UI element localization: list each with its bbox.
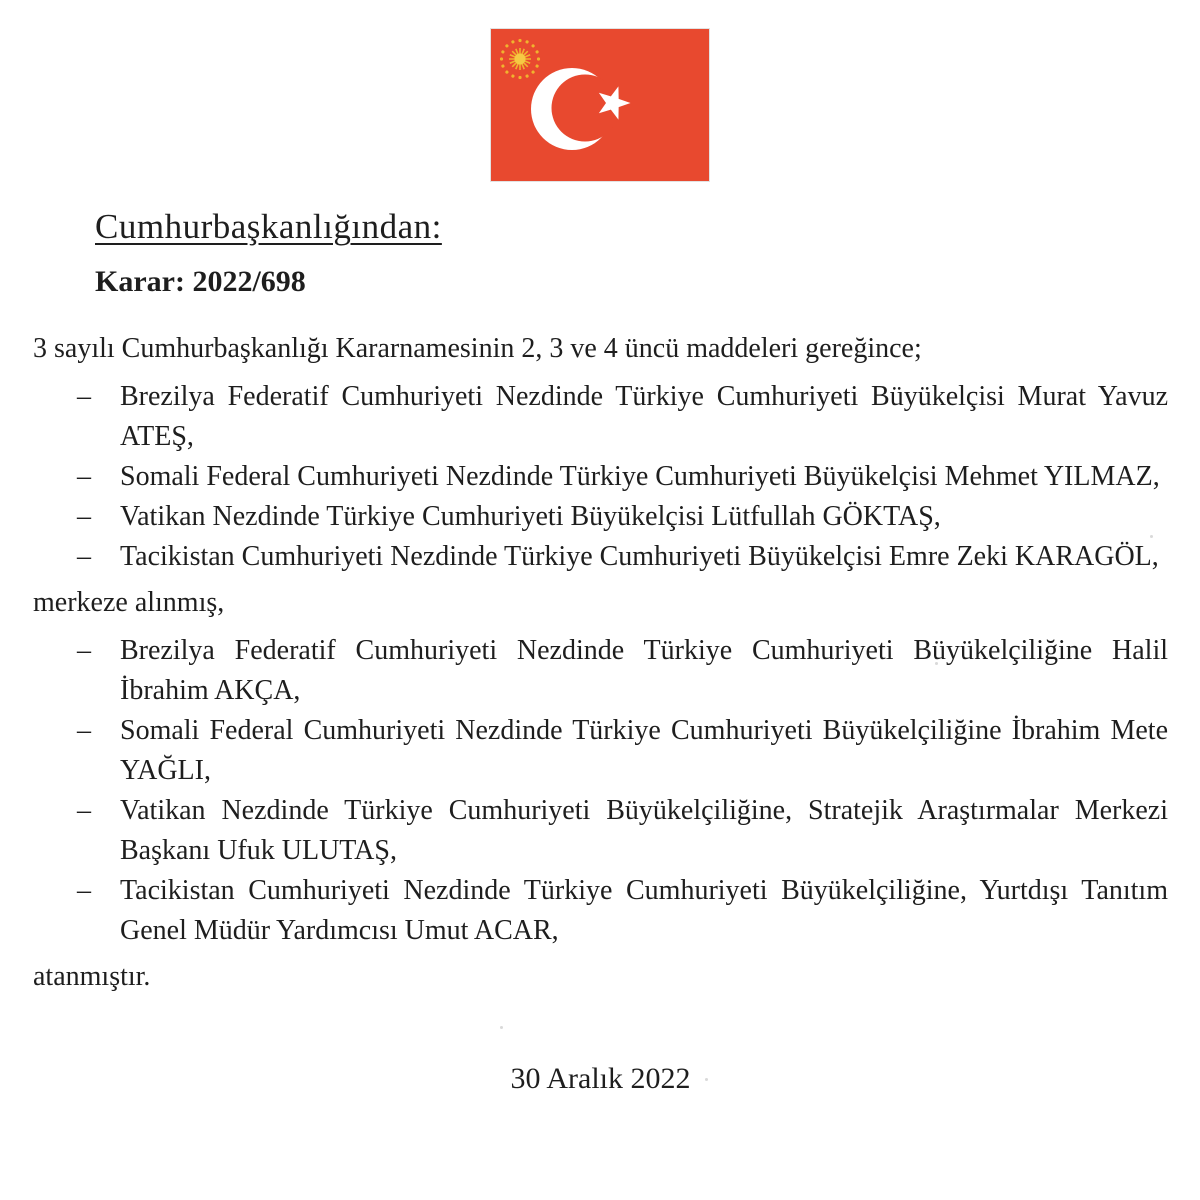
list-item-text: Brezilya Federatif Cumhuriyeti Nezdinde Türkiye Cumhuriyeti Büyükelçisi Murat Yavuz ATEŞ, <box>120 381 1168 452</box>
scan-speckle <box>1150 535 1153 538</box>
list-item <box>33 791 1168 871</box>
list-item-text: Somali Federal Cumhuriyeti Nezdinde Türkiye Cumhuriyeti Büyükelçisi Mehmet YILMAZ, <box>120 461 1160 492</box>
list-item <box>33 537 1168 577</box>
seal-sun-icon <box>515 54 526 65</box>
scan-speckle <box>500 1026 503 1029</box>
decision-number: Karar: 2022/698 <box>95 265 306 298</box>
dash-marker: – <box>77 795 91 826</box>
presidential-seal-icon <box>509 48 531 70</box>
list-item-text: Tacikistan Cumhuriyeti Nezdinde Türkiye Cumhuriyeti Büyükelçiliğine, Yurtdışı Tanıtım Genel Müdür Yardımcısı Umut ACAR, <box>120 875 1168 946</box>
flag-row <box>0 0 1200 182</box>
document-date: 30 Aralık 2022 <box>510 1062 691 1095</box>
list-item <box>33 631 1168 711</box>
dash-marker: – <box>77 461 91 492</box>
scan-speckle <box>935 662 938 665</box>
dash-marker: – <box>77 541 91 572</box>
dash-marker: – <box>77 381 91 412</box>
appointed-closing-line: atanmıştır. <box>33 961 151 992</box>
list-item <box>33 711 1168 791</box>
document-header <box>95 207 1200 299</box>
recalled-closing-line: merkeze alınmış, <box>33 587 225 618</box>
scan-speckle <box>705 1078 708 1081</box>
recalled-ambassadors-list <box>33 377 1168 577</box>
list-item-text: Vatikan Nezdinde Türkiye Cumhuriyeti Büyükelçisi Lütfullah GÖKTAŞ, <box>120 501 941 532</box>
list-item <box>33 497 1168 537</box>
dash-marker: – <box>77 715 91 746</box>
list-item <box>33 871 1168 951</box>
document-body <box>33 329 1168 1099</box>
list-item-text: Tacikistan Cumhuriyeti Nezdinde Türkiye Cumhuriyeti Büyükelçisi Emre Zeki KARAGÖL, <box>120 541 1159 572</box>
dash-marker: – <box>77 635 91 666</box>
list-item <box>33 377 1168 457</box>
list-item-text: Brezilya Federatif Cumhuriyeti Nezdinde Türkiye Cumhuriyeti Büyükelçiliğine Halil İbrahim AKÇA, <box>120 635 1168 706</box>
appointed-ambassadors-list <box>33 631 1168 951</box>
list-item-text: Somali Federal Cumhuriyeti Nezdinde Türkiye Cumhuriyeti Büyükelçiliğine İbrahim Mete YAĞLI, <box>120 715 1168 786</box>
issuing-authority-title: Cumhurbaşkanlığından: <box>95 207 442 246</box>
list-item-text: Vatikan Nezdinde Türkiye Cumhuriyeti Büyükelçiliğine, Stratejik Araştırmalar Merkezi Başkanı Ufuk ULUTAŞ, <box>120 795 1168 866</box>
dash-marker: – <box>77 875 91 906</box>
list-item <box>33 457 1168 497</box>
dash-marker: – <box>77 501 91 532</box>
turkish-flag <box>490 28 710 182</box>
intro-paragraph: 3 sayılı Cumhurbaşkanlığı Kararnamesinin 2, 3 ve 4 üncü maddeleri gereğince; <box>33 333 922 364</box>
